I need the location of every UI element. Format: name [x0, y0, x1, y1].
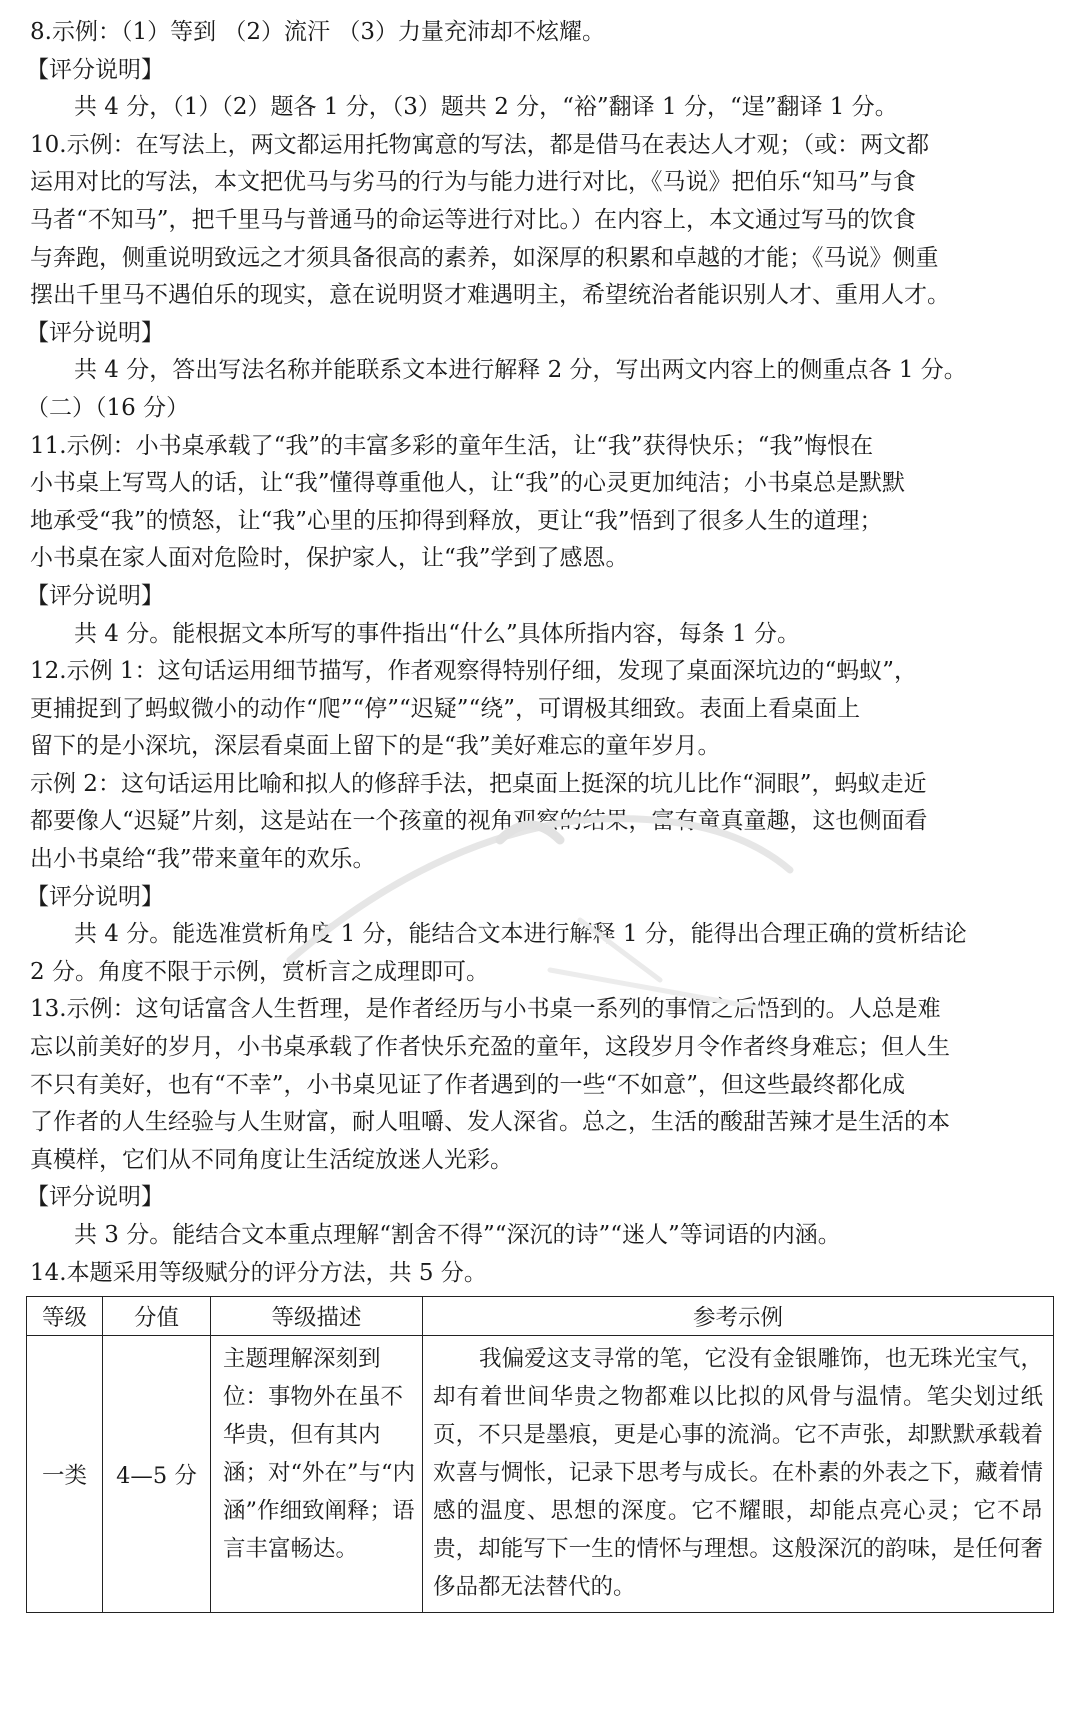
- q12-answer-line: 留下的是小深坑，深层看桌面上留下的是“我”美好难忘的童年岁月。: [30, 733, 721, 760]
- q11-scoring: 共 4 分。能根据文本所写的事件指出“什么”具体所指内容，每条 1 分。: [74, 620, 801, 647]
- q11-answer-line: 小书桌在家人面对危险时，保护家人，让“我”学到了感恩。: [30, 545, 629, 572]
- scoring-note-heading: 【评分说明】: [26, 1184, 164, 1211]
- cell-example: [423, 1336, 1054, 1613]
- q8-scoring: 共 4 分，（1）（2）题各 1 分，（3）题共 2 分，“裕”翻译 1 分，“逞”翻译 1 分。: [74, 94, 898, 121]
- scoring-note-heading: 【评分说明】: [26, 56, 164, 83]
- q10-answer-line: 马者“不知马”，把千里马与普通马的命运等进行对比。）在内容上，本文通过写马的饮食: [30, 206, 917, 233]
- q12-answer-line: 更捕捉到了蚂蚁微小的动作“爬”“停”“迟疑”“绕”，可谓极其细致。表面上看桌面上: [30, 695, 861, 722]
- q12-answer-line: 都要像人“迟疑”片刻，这是站在一个孩童的视角观察的结果，富有童真童趣，这也侧面看: [30, 808, 928, 835]
- example-text: 我偏爱这支寻常的笔，它没有金银雕饰，也无珠光宝气，却有着世间华贵之物都难以比拟的风骨与温情。笔尖划过纸页，不只是墨痕，更是心事的流淌。它不声张，却默默承载着欢喜与惆怅，记录下思考与成长。在朴素的外表之下，藏着情感的温度、思想的深度。它不耀眼，却能点亮心灵；它不昂贵，却能写下一生的情怀与理想。这般深沉的韵味，是任何奢侈品都无法替代的。: [433, 1346, 1043, 1601]
- q11-answer-line: 地承受“我”的愤怒，让“我”心里的压抑得到释放，更让“我”悟到了很多人生的道理；: [30, 507, 883, 534]
- q10-answer-line: 与奔跑，侧重说明致远之才须具备很高的素养，如深厚的积累和卓越的才能；《马说》侧重: [30, 244, 939, 271]
- q13-answer-line: 忘以前美好的岁月，小书桌承载了作者快乐充盈的童年，这段岁月令作者终身难忘；但人生: [30, 1034, 950, 1061]
- scoring-note-heading: 【评分说明】: [26, 319, 164, 346]
- scoring-note-heading: 【评分说明】: [26, 582, 164, 609]
- table-row: [27, 1336, 1054, 1613]
- q12-scoring-line: 2 分。角度不限于示例，赏析言之成理即可。: [30, 958, 489, 985]
- q14-intro: 14.本题采用等级赋分的评分方法，共 5 分。: [30, 1259, 487, 1286]
- grading-table: [26, 1296, 1054, 1613]
- q12-scoring-line: 共 4 分。能选准赏析角度 1 分，能结合文本进行解释 1 分，能得出合理正确的赏析结论: [74, 921, 967, 948]
- q10-answer-line: 运用对比的写法，本文把优马与劣马的行为与能力进行对比，《马说》把伯乐“知马”与食: [30, 169, 917, 196]
- cell-score: 4—5 分: [103, 1336, 211, 1613]
- header-score: 分值: [103, 1297, 211, 1336]
- section-heading: （二）（16 分）: [26, 394, 190, 421]
- q10-answer-line: 10.示例：在写法上，两文都运用托物寓意的写法，都是借马在表达人才观；（或：两文都: [30, 131, 930, 158]
- q10-scoring: 共 4 分，答出写法名称并能联系文本进行解释 2 分，写出两文内容上的侧重点各 1 分。: [74, 357, 967, 384]
- q13-answer-line: 了作者的人生经验与人生财富，耐人咀嚼、发人深省。总之，生活的酸甜苦辣才是生活的本: [30, 1109, 950, 1136]
- q13-answer-line: 不只有美好，也有“不幸”，小书桌见证了作者遇到的一些“不如意”，但这些最终都化成: [30, 1071, 906, 1098]
- q8-answer: 8.示例：（1）等到 （2）流汗 （3）力量充沛却不炫耀。: [30, 19, 605, 45]
- q11-answer-line: 11.示例：小书桌承载了“我”的丰富多彩的童年生活，让“我”获得快乐；“我”悔恨在: [30, 432, 874, 459]
- header-example: 参考示例: [423, 1297, 1054, 1336]
- cell-description: 主题理解深刻到位：事物外在虽不华贵，但有其内涵；对“外在”与“内涵”作细致阐释；语言丰富畅达。: [211, 1336, 423, 1613]
- q13-scoring: 共 3 分。能结合文本重点理解“割舍不得”“深沉的诗”“迷人”等词语的内涵。: [74, 1222, 841, 1248]
- table-header-row: [27, 1297, 1054, 1336]
- cell-grade: 一类: [27, 1336, 103, 1613]
- header-grade: 等级: [27, 1297, 103, 1336]
- q12-answer-line: 12.示例 1：这句话运用细节描写，作者观察得特别仔细，发现了桌面深坑边的“蚂蚁”，: [30, 658, 918, 685]
- q10-answer-line: 摆出千里马不遇伯乐的现实，意在说明贤才难遇明主，希望统治者能识别人才、重用人才。: [30, 282, 950, 309]
- q13-answer-line: 真模样，它们从不同角度让生活绽放迷人光彩。: [30, 1146, 513, 1173]
- header-description: 等级描述: [211, 1297, 423, 1336]
- q11-answer-line: 小书桌上写骂人的话，让“我”懂得尊重他人，让“我”的心灵更加纯洁；小书桌总是默默: [30, 470, 906, 497]
- q12-answer-line: 出小书桌给“我”带来童年的欢乐。: [30, 846, 376, 873]
- scoring-note-heading: 【评分说明】: [26, 883, 164, 910]
- q12-answer-line: 示例 2：这句话运用比喻和拟人的修辞手法，把桌面上挺深的坑儿比作“洞眼”，蚂蚁走近: [30, 770, 927, 797]
- q13-answer-line: 13.示例：这句话富含人生哲理，是作者经历与小书桌一系列的事情之后悟到的。人总是难: [30, 996, 941, 1023]
